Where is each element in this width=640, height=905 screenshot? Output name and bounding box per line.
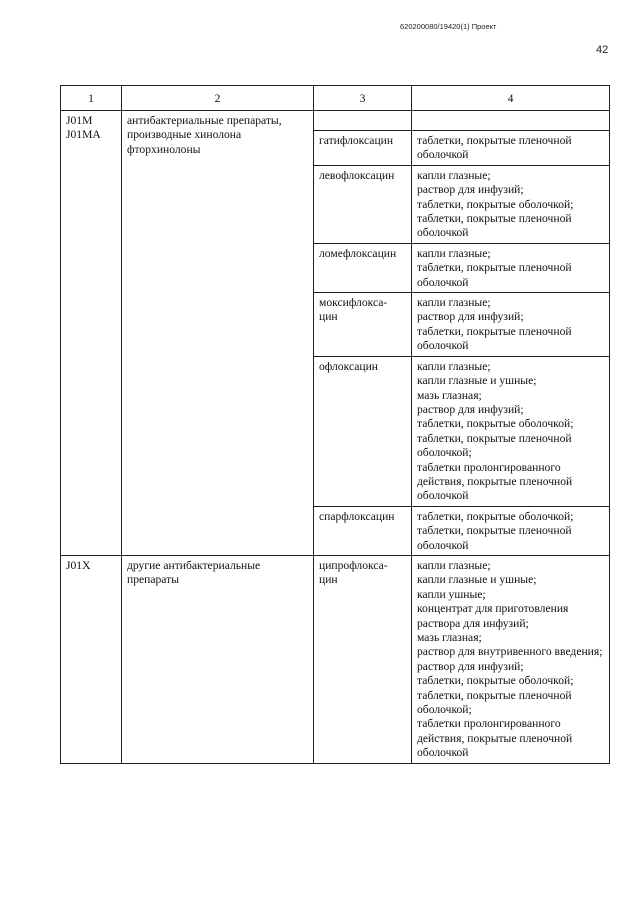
table-header-row: [61, 86, 610, 111]
column-header-3: 3: [314, 86, 412, 111]
dosage-forms-cell: таблетки, покрытые оболочкой; таблетки, покрытые пленочной оболочкой: [412, 506, 610, 555]
drug-name-cell: моксифлокса- цин: [314, 293, 412, 357]
drug-name-cell: офлоксацин: [314, 356, 412, 506]
drug-name-cell: спарфлоксацин: [314, 506, 412, 555]
group-name-cell: антибактериальные препараты, производные хинолона фторхинолоны: [122, 111, 314, 556]
drug-name-cell: ломефлоксацин: [314, 243, 412, 292]
document-code: 620200080/19420(1) Проект: [400, 22, 497, 31]
column-header-2: 2: [122, 86, 314, 111]
atc-code-cell: J01M J01MA: [61, 111, 122, 556]
drug-name-cell: левофлоксацин: [314, 165, 412, 243]
drug-table: [60, 85, 610, 764]
dosage-forms-cell: таблетки, покрытые пленочной оболочкой: [412, 131, 610, 166]
drug-name-cell: [314, 111, 412, 131]
drug-name-cell: ципрофлокса- цин: [314, 555, 412, 763]
column-header-4: 4: [412, 86, 610, 111]
dosage-forms-cell: капли глазные; таблетки, покрытые пленочной оболочкой: [412, 243, 610, 292]
dosage-forms-cell: [412, 111, 610, 131]
page-number: 42: [596, 44, 609, 56]
table-row: [61, 111, 610, 131]
drug-name-cell: гатифлоксацин: [314, 131, 412, 166]
dosage-forms-cell: капли глазные; раствор для инфузий; таблетки, покрытые пленочной оболочкой: [412, 293, 610, 357]
dosage-forms-cell: капли глазные; капли глазные и ушные; мазь глазная; раствор для инфузий; таблетки, покрытые оболочкой; таблетки, покрытые пленочной оболочкой; таблетки пролонгированного действия, покрытые пленочной оболочкой: [412, 356, 610, 506]
dosage-forms-cell: капли глазные; капли глазные и ушные; капли ушные; концентрат для приготовления раствора для инфузий; мазь глазная; раствор для внутривенного введения; раствор для инфузий; таблетки, покрытые оболочкой; таблетки, покрытые пленочной оболочкой; таблетки пролонгированного действия, покрытые пленочной оболочкой: [412, 555, 610, 763]
group-name-cell: другие антибактериальные препараты: [122, 555, 314, 763]
dosage-forms-cell: капли глазные; раствор для инфузий; таблетки, покрытые оболочкой; таблетки, покрытые пленочной оболочкой: [412, 165, 610, 243]
table-row: [61, 555, 610, 763]
atc-code-cell: J01X: [61, 555, 122, 763]
column-header-1: 1: [61, 86, 122, 111]
